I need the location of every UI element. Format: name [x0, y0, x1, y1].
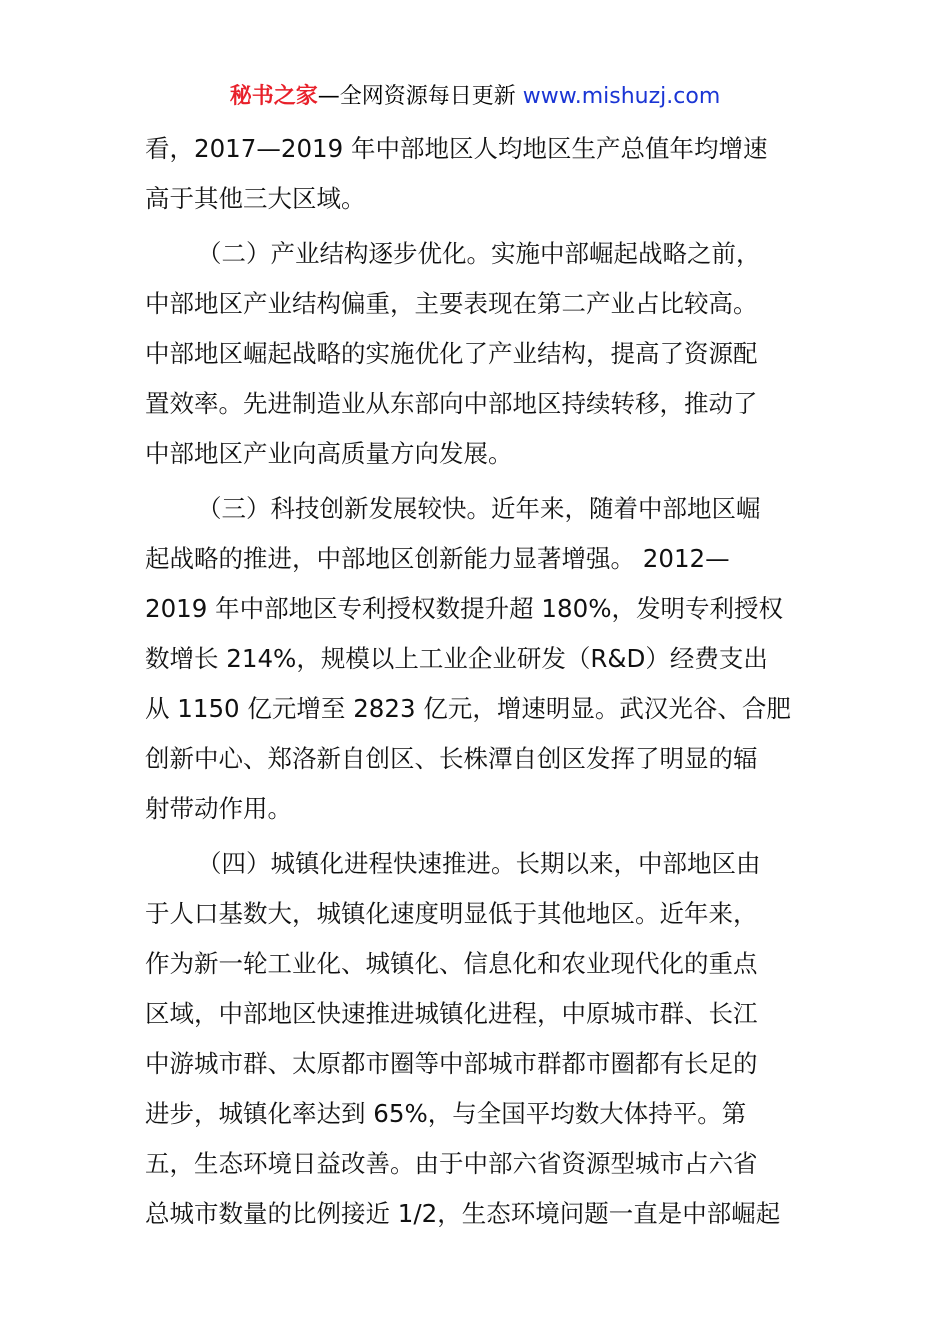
text-line: 置效率。先进制造业从东部向中部地区持续转移，推动了	[145, 389, 758, 418]
text-line: （三）科技创新发展较快。近年来，随着中部地区崛	[197, 494, 761, 523]
text-line: 从 1150 亿元增至 2823 亿元，增速明显。武汉光谷、合肥	[145, 694, 791, 723]
text-line: 数增长 214%，规模以上工业企业研发（R&D）经费支出	[145, 644, 768, 673]
paragraph-4	[145, 839, 813, 1239]
header-tagline: —全网资源每日更新	[317, 84, 523, 109]
text-line: 中部地区产业结构偏重，主要表现在第二产业占比较高。	[145, 289, 758, 318]
text-line: 创新中心、郑洛新自创区、长株潭自创区发挥了明显的辐	[145, 744, 758, 773]
paragraph-2	[145, 229, 813, 479]
paragraph-1	[145, 124, 813, 224]
text-line: （二）产业结构逐步优化。实施中部崛起战略之前，	[197, 239, 761, 268]
text-line: 看，2017—2019 年中部地区人均地区生产总值年均增速	[145, 134, 768, 163]
text-line: 于人口基数大，城镇化速度明显低于其他地区。近年来，	[145, 899, 758, 928]
text-line: 射带动作用。	[145, 794, 292, 823]
text-line: 五，生态环境日益改善。由于中部六省资源型城市占六省	[145, 1149, 758, 1178]
header-brand: 秘书之家	[229, 84, 318, 109]
text-line: 进步，城镇化率达到 65%，与全国平均数大体持平。第	[145, 1099, 747, 1128]
text-line: 总城市数量的比例接近 1/2，生态环境问题一直是中部崛起	[145, 1199, 781, 1228]
text-line: 作为新一轮工业化、城镇化、信息化和农业现代化的重点	[145, 949, 758, 978]
text-line: 2019 年中部地区专利授权数提升超 180%，发明专利授权	[145, 594, 783, 623]
text-line: 中部地区产业向高质量方向发展。	[145, 439, 513, 468]
document-body	[145, 124, 813, 1239]
text-line: 起战略的推进，中部地区创新能力显著增强。 2012—	[145, 544, 730, 573]
page-header	[0, 82, 950, 112]
text-line: 中游城市群、太原都市圈等中部城市群都市圈都有长足的	[145, 1049, 758, 1078]
header-url-link[interactable]: www.mishuzj.com	[522, 84, 721, 109]
paragraph-3	[145, 484, 813, 834]
text-line: 区域，中部地区快速推进城镇化进程，中原城市群、长江	[145, 999, 758, 1028]
text-line: （四）城镇化进程快速推进。长期以来，中部地区由	[197, 849, 761, 878]
text-line: 中部地区崛起战略的实施优化了产业结构，提高了资源配	[145, 339, 758, 368]
text-line: 高于其他三大区域。	[145, 184, 366, 213]
